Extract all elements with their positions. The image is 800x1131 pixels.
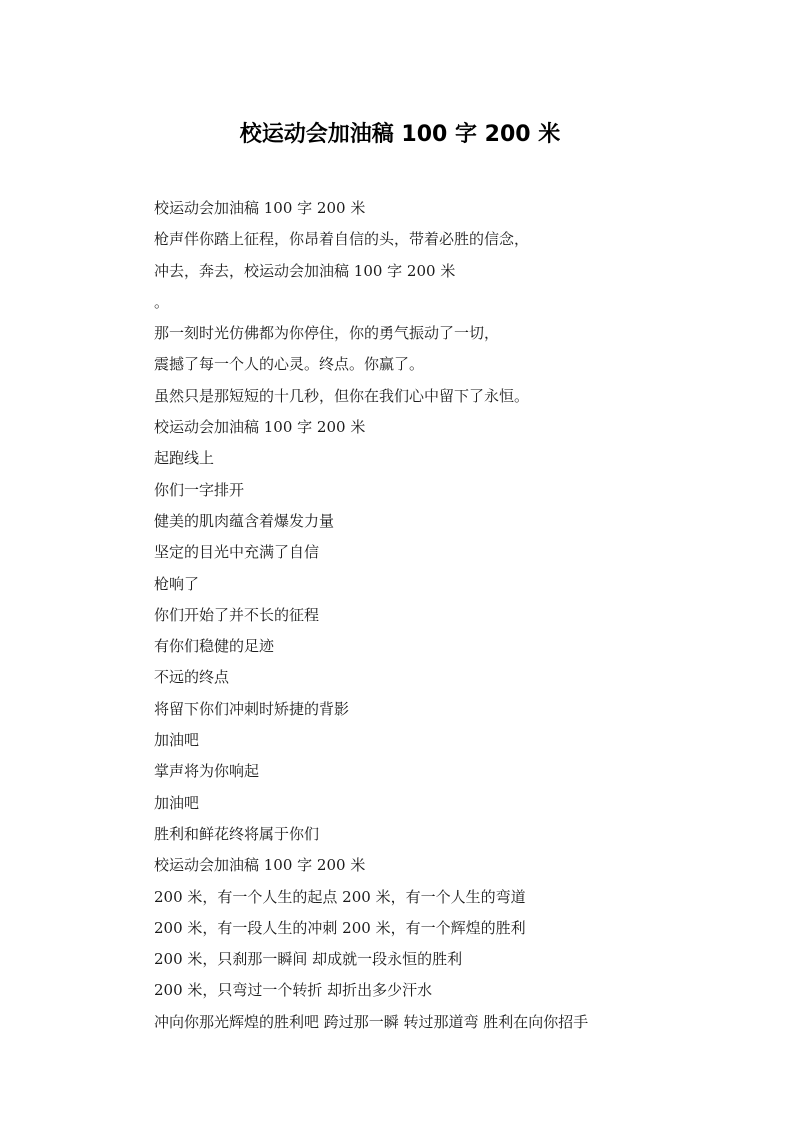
paragraph-line: 校运动会加油稿 100 字 200 米: [154, 856, 366, 875]
paragraph-line: 虽然只是那短短的十几秒，但你在我们心中留下了永恒。: [154, 386, 530, 405]
document-body: [154, 193, 754, 1038]
paragraph-line: 枪响了: [154, 574, 200, 593]
paragraph-line: 加油吧: [154, 731, 200, 750]
paragraph-line: 200 米，有一个人生的起点 200 米，有一个人生的弯道: [154, 887, 526, 906]
paragraph-line: 200 米，有一段人生的冲刺 200 米，有一个辉煌的胜利: [154, 918, 526, 937]
paragraph-line: 你们开始了并不长的征程: [154, 605, 320, 624]
paragraph-line: 胜利和鲜花终将属于你们: [154, 824, 320, 843]
paragraph-line: 冲去，奔去，校运动会加油稿 100 字 200 米: [154, 261, 456, 280]
document-title: 校运动会加油稿 100 字 200 米: [239, 122, 561, 147]
paragraph-line: 冲向你那光辉煌的胜利吧 跨过那一瞬 转过那道弯 胜利在向你招手: [154, 1012, 589, 1031]
paragraph-line: 有你们稳健的足迹: [154, 637, 275, 656]
paragraph-line: 不远的终点: [154, 668, 230, 687]
paragraph-line: 校运动会加油稿 100 字 200 米: [154, 418, 366, 437]
paragraph-line: 起跑线上: [154, 449, 215, 468]
paragraph-line: 坚定的目光中充满了自信: [154, 543, 320, 562]
paragraph-line: 枪声伴你踏上征程，你昂着自信的头，带着必胜的信念，: [154, 230, 530, 249]
paragraph-line: 你们一字排开: [154, 480, 245, 499]
paragraph-line: 加油吧: [154, 793, 200, 812]
paragraph-line: 掌声将为你响起: [154, 762, 260, 781]
paragraph-line: 200 米，只刹那一瞬间 却成就一段永恒的胜利: [154, 950, 463, 969]
paragraph-line: 那一刻时光仿佛都为你停住，你的勇气振动了一切，: [154, 324, 500, 343]
paragraph-line: 校运动会加油稿 100 字 200 米: [154, 199, 366, 217]
paragraph-line: 将留下你们冲刺时矫捷的背影: [154, 699, 350, 718]
paragraph-line: 。: [154, 292, 170, 311]
paragraph-line: 健美的肌肉蕴含着爆发力量: [154, 511, 335, 530]
paragraph-line: 震撼了每一个人的心灵。终点。你赢了。: [154, 355, 425, 374]
paragraph-line: 200 米，只弯过一个转折 却折出多少汗水: [154, 981, 433, 1000]
